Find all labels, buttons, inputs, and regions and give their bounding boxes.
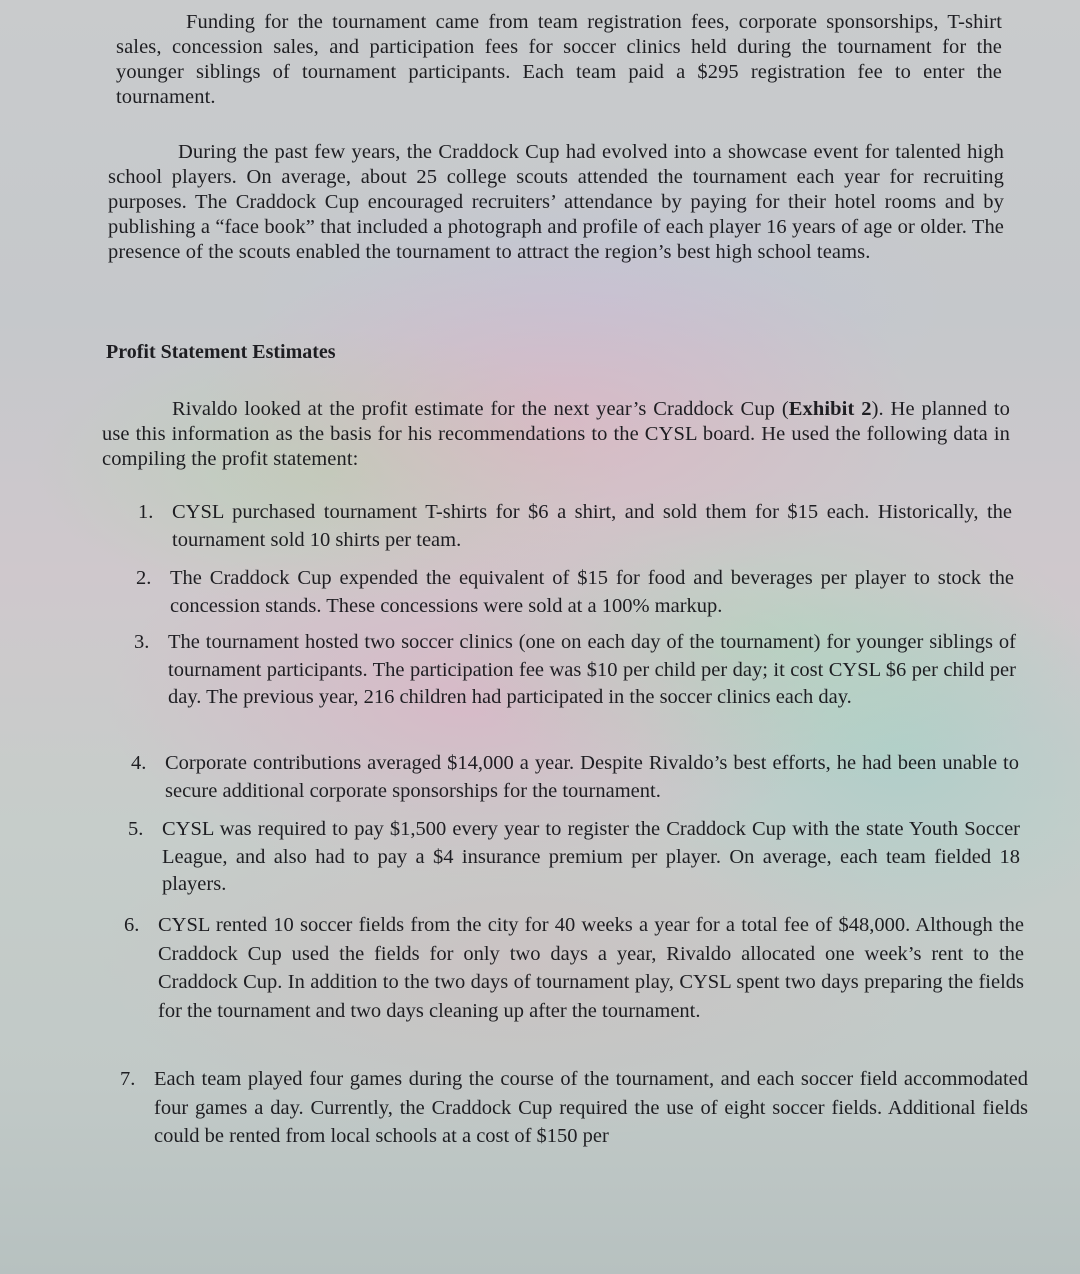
paragraph-funding-text: Funding for the tournament came from team registration fees, corporate sponsorships, T-shirt sales, concession sales, and participation fees for soccer clinics held during the tournament for the younger siblings of tournament participants. Each team paid a $295 registration fee to enter the tournament. (116, 11, 1002, 108)
list-item-text: The tournament hosted two soccer clinics (one on each day of the tournament) for younger siblings of tournament participants. The participation fee was $10 per child per day; it cost CYSL $6 per child per day. The previous year, 216 children had participated in the soccer clinics each day. (168, 631, 1016, 708)
list-item-text: Corporate contributions averaged $14,000 a year. Despite Rivaldo’s best efforts, he had been unable to secure additional corporate sponsorships for the tournament. (165, 752, 1019, 802)
list-item-text: The Craddock Cup expended the equivalent of $15 for food and beverages per player to stock the concession stands. These concessions were sold at a 100% markup. (170, 567, 1014, 617)
list-item-number: 6. (124, 914, 140, 936)
list-item-number: 7. (120, 1068, 136, 1090)
list-item-number: 2. (136, 567, 152, 589)
list-item (138, 499, 1012, 554)
paragraph-profit-intro (102, 397, 1010, 472)
paragraph-showcase-text: During the past few years, the Craddock Cup had evolved into a showcase event for talented high school players. On average, about 25 college scouts attended the tournament each year for recruiting purposes. The Craddock Cup encouraged recruiters’ attendance by paying for their hotel rooms and by publishing a “face book” that included a photograph and profile of each player 16 years of age or older. The presence of the scouts enabled the tournament to attract the region’s best high school teams. (108, 141, 1004, 263)
list-item-number: 4. (131, 752, 147, 774)
intro-text-before: Rivaldo looked at the profit estimate for the next year’s Craddock Cup ( (172, 398, 789, 420)
section-heading: Profit Statement Estimates (106, 341, 336, 363)
list-item-text: CYSL was required to pay $1,500 every year to register the Craddock Cup with the state Youth Soccer League, and also had to pay a $4 insurance premium per player. On average, each team fielded 18 players. (162, 818, 1020, 895)
list-item (120, 1065, 1028, 1151)
paragraph-showcase (108, 140, 1004, 265)
exhibit-reference: Exhibit 2 (788, 398, 872, 420)
paragraph-funding (116, 10, 1002, 110)
list-item-text: Each team played four games during the course of the tournament, and each soccer field accommodated four games a day. Currently, the Craddock Cup required the use of eight soccer fields. Additional fields could be rented from local schools at a cost of $150 per (154, 1068, 1028, 1147)
list-item (128, 816, 1020, 899)
list-item (131, 750, 1019, 805)
list-item-number: 3. (134, 631, 150, 653)
list-item (136, 565, 1014, 620)
list-item-text: CYSL rented 10 soccer fields from the city for 40 weeks a year for a total fee of $48,000. Although the Craddock Cup used the fields for only two days a year, Rivaldo allocated one week’s rent to the Craddock Cup. In addition to the two days of tournament play, CYSL spent two days preparing the fields for the tournament and two days cleaning up after the tournament. (158, 914, 1024, 1022)
list-item-number: 5. (128, 818, 144, 840)
list-item (134, 629, 1016, 712)
list-item (124, 911, 1024, 1025)
list-item-text: CYSL purchased tournament T-shirts for $6 a shirt, and sold them for $15 each. Historically, the tournament sold 10 shirts per team. (172, 501, 1012, 551)
list-item-number: 1. (138, 501, 154, 523)
intro-text-after: ). He planned to use this information as the basis for his recommendations to the CYSL board. He used the following data in compiling the profit statement: (102, 398, 1011, 470)
